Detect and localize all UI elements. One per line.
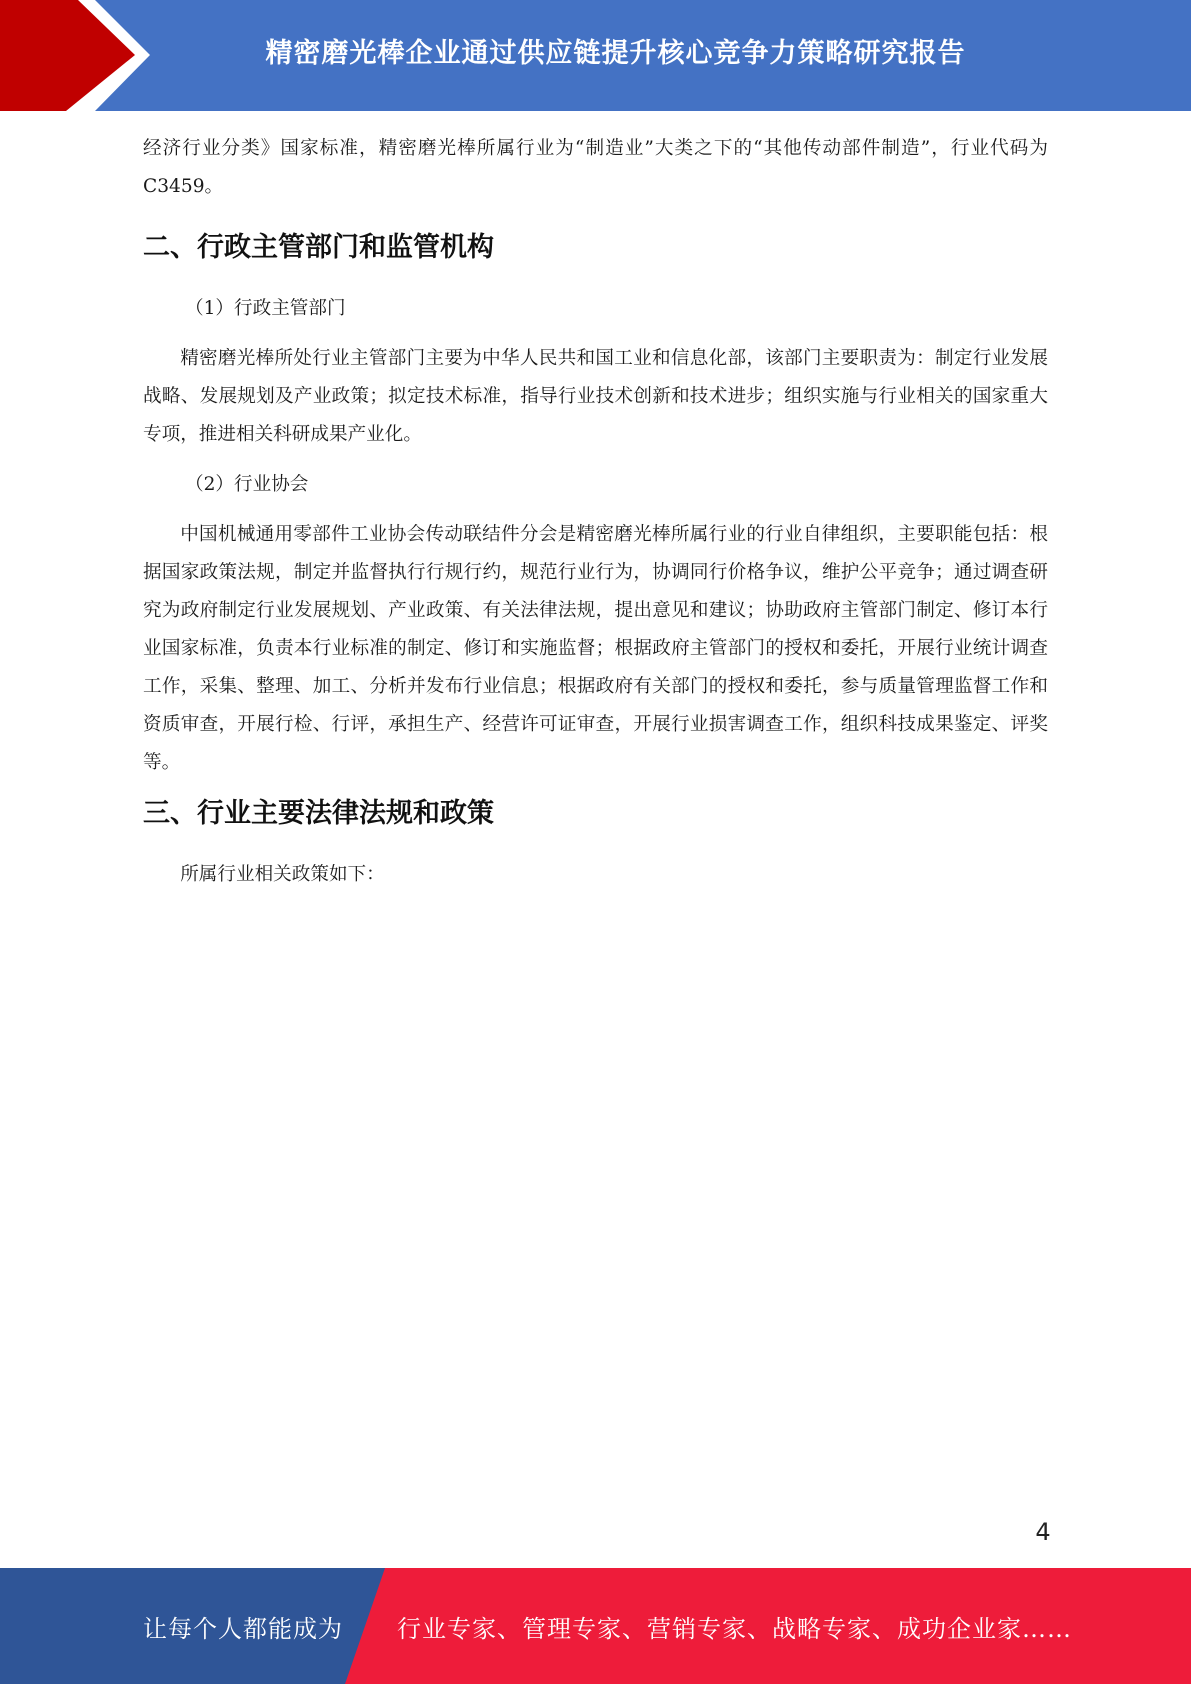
section-heading-regulators: 二、行政主管部门和监管机构 <box>143 232 494 263</box>
section-heading-laws: 三、行业主要法律法规和政策 <box>143 798 494 829</box>
intro-paragraph: 经济行业分类》国家标准，精密磨光棒所属行业为“制造业”大类之下的“其他传动部件制造”，行业代码为 C3459。 <box>143 138 1048 197</box>
page-number: 4 <box>1035 1518 1051 1546</box>
subsection-label-association: （2）行业协会 <box>185 474 309 495</box>
subsection-label-admin: （1）行政主管部门 <box>185 298 346 319</box>
document-body <box>143 130 1048 894</box>
page-footer <box>0 1568 1191 1684</box>
footer-slogan-right: 行业专家、管理专家、营销专家、战略专家、成功企业家…… <box>397 1614 1072 1643</box>
admin-dept-paragraph: 精密磨光棒所处行业主管部门主要为中华人民共和国工业和信息化部，该部门主要职责为：制定行业发展战略、发展规划及产业政策；拟定技术标准，指导行业技术创新和技术进步；组织实施与行业相关的国家重大专项，推进相关科研成果产业化。 <box>143 348 1048 445</box>
association-paragraph: 中国机械通用零部件工业协会传动联结件分会是精密磨光棒所属行业的行业自律组织，主要职能包括：根据国家政策法规，制定并监督执行行规行约，规范行业行为，协调同行价格争议，维护公平竞争；通过调查研究为政府制定行业发展规划、产业政策、有关法律法规，提出意见和建议；协助政府主管部门制定、修订本行业国家标准，负责本行业标准的制定、修订和实施监督；根据政府主管部门的授权和委托，开展行业统计调查工作，采集、整理、加工、分析并发布行业信息；根据政府有关部门的授权和委托，参与质量管理监督工作和资质审查，开展行检、行评，承担生产、经营许可证审查，开展行业损害调查工作，组织科技成果鉴定、评奖等。 <box>143 524 1048 773</box>
report-title: 精密磨光棒企业通过供应链提升核心竞争力策略研究报告 <box>265 37 966 69</box>
page-header <box>0 0 1191 111</box>
footer-slogan-left: 让每个人都能成为 <box>143 1614 343 1643</box>
policy-intro-paragraph: 所属行业相关政策如下： <box>180 864 385 885</box>
